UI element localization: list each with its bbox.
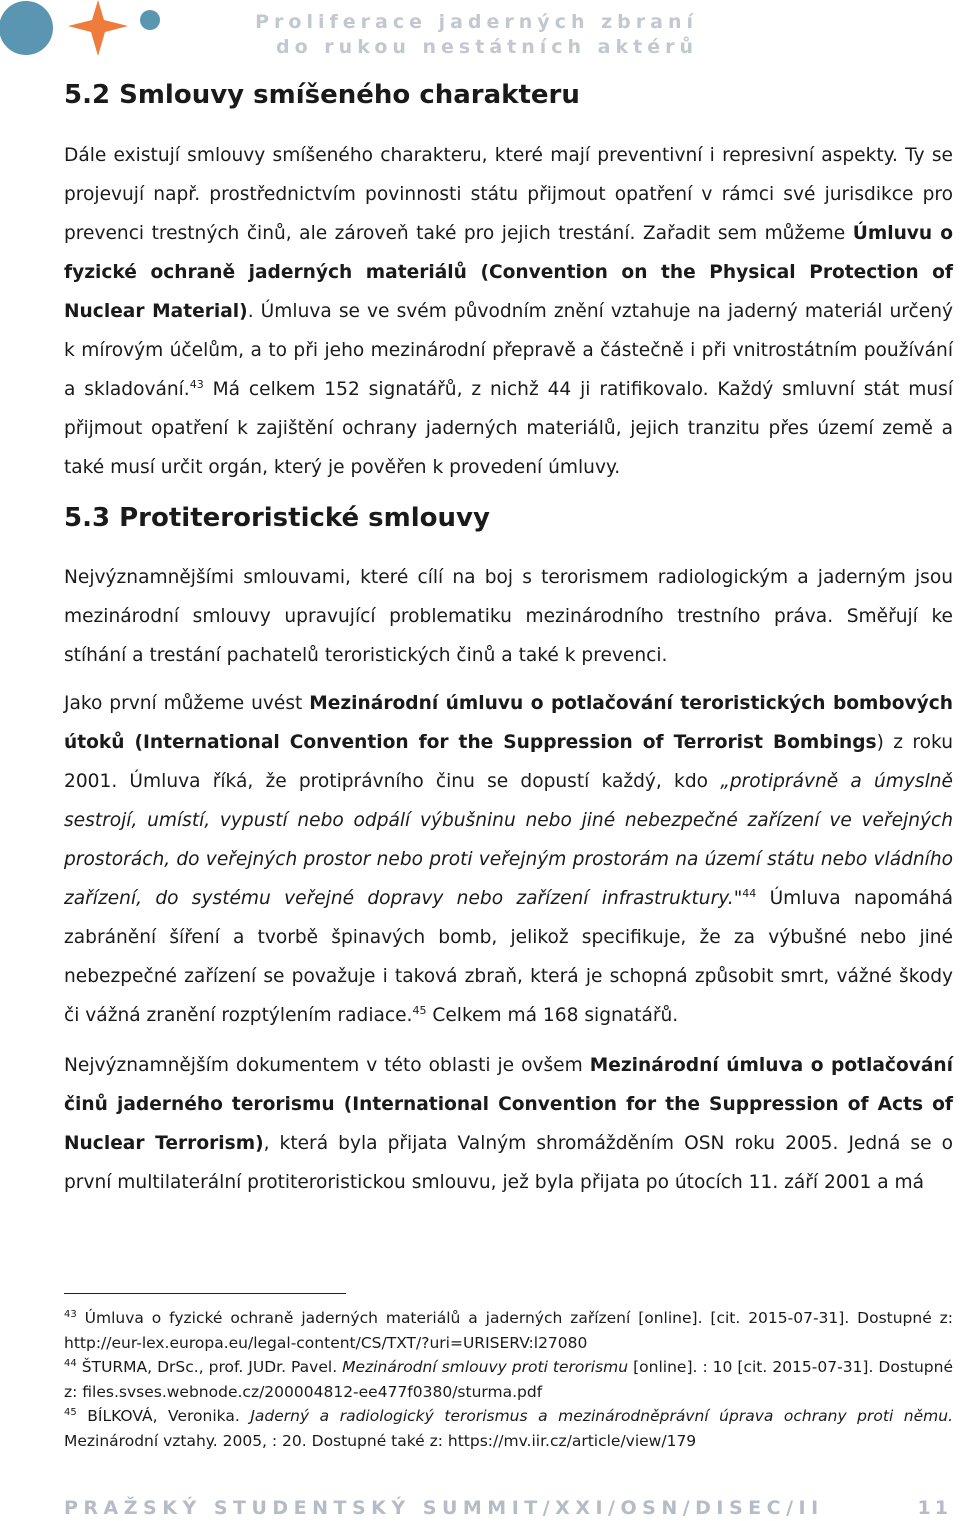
footnote-title: Jaderný a radiologický terorismus a mezinárodněprávní úprava ochrany proti němu.	[250, 1407, 954, 1425]
text: "	[733, 888, 743, 909]
footnote-text: ŠTURMA, DrSc., prof. JUDr. Pavel.	[76, 1358, 343, 1376]
footnote-43	[64, 1306, 953, 1355]
paragraph-bombings-convention	[64, 684, 953, 1035]
summit-logo	[0, 0, 175, 68]
logo-teal-circle-small	[140, 10, 160, 30]
italic-quote: „protiprávně a úmyslně sestrojí, umístí, vypustí nebo odpálí výbušninu nebo jiné nebezpečné zařízení ve veřejných prostorách, do veřejných prostor nebo proti veřejným prostorám na území státu nebo vládního zařízení, do systému veřejné dopravy nebo zařízení infrastruktury.	[64, 771, 953, 909]
text: Úmluva napomáhá zabránění šíření a tvorbě špinavých bomb, jelikož specifikuje, že za výbušné nebo jiné nebezpečné zařízení se považuje i taková zbraň, která je schopná způsobit smrt, vážné škody či vážná zranění rozptýlením radiace.	[64, 888, 953, 1026]
footnote-text: [online]. : 10 [cit. 2015-07-31]. Dostupné z: files.svses.webnode.cz/200004812-ee477f0380/sturma.pdf	[64, 1358, 954, 1401]
text: , která byla přijata Valným shromážděním OSN roku 2005. Jedná se o první multilaterální protiteroristickou smlouvu, jež byla přijata po útocích 11. září 2001 a má	[64, 1133, 953, 1193]
paragraph-mixed-treaties	[64, 136, 953, 487]
footnote-text: Mezinárodní vztahy. 2005, : 20. Dostupné také z: https://mv.iir.cz/article/view/179	[64, 1431, 697, 1450]
footnote-number: 44	[64, 1358, 77, 1369]
footnote-number: 43	[64, 1309, 77, 1320]
footnote-44	[64, 1355, 953, 1404]
logo-orange-star	[68, 0, 128, 56]
running-header	[255, 10, 698, 60]
footnote-number: 45	[64, 1407, 77, 1418]
text: Celkem má 168 signatářů.	[426, 1005, 679, 1026]
text: Má celkem 152 signatářů, z nichž 44 ji ratifikovalo. Každý smluvní stát musí přijmout opatření k zajištění ochrany jaderných materiálů, jejich tranzitu přes území země a také musí určit orgán, který je pověřen k provedení úmluvy.	[64, 379, 953, 478]
paragraph-antiterror-intro: Nejvýznamnějšími smlouvami, které cílí na boj s terorismem radiologickým a jaderným jsou mezinárodní smlouvy upravující problematiku mezinárodního trestního práva. Směřují ke stíhání a trestání pachatelů teroristických činů a také k prevenci.	[64, 567, 953, 666]
page-number: 11	[917, 1497, 952, 1519]
header-line-2: do rukou nestátních aktérů	[276, 36, 698, 58]
footnote-separator	[64, 1293, 346, 1294]
footnote-title: Mezinárodní smlouvy proti terorismu	[342, 1358, 629, 1376]
footnote-ref-45[interactable]: 45	[412, 1004, 427, 1017]
footnotes	[64, 1306, 953, 1453]
text: ) z roku 2001. Úmluva říká, že protiprávního činu se dopustí každý, kdo	[64, 732, 953, 792]
logo-teal-circle	[0, 1, 53, 55]
section-heading-5-3: 5.3 Protiteroristické smlouvy	[64, 503, 490, 533]
section-heading-5-2: 5.2 Smlouvy smíšeného charakteru	[64, 80, 580, 110]
text: Nejvýznamnějším dokumentem v této oblasti je ovšem	[64, 1055, 590, 1076]
footnote-ref-43[interactable]: 43	[189, 378, 204, 391]
footnote-text: BÍLKOVÁ, Veronika.	[76, 1407, 251, 1425]
text: Jako první můžeme uvést	[64, 693, 310, 714]
paragraph-nuclear-terrorism-convention	[64, 1046, 953, 1202]
footnote-text: Úmluva o fyzické ochraně jaderných materiálů a jaderných zařízení [online]. [cit. 2015-07-31]. Dostupné z: http://eur-lex.europa.eu/legal-content/CS/TXT/?uri=URISERV:l27080	[64, 1309, 953, 1352]
footnote-45	[64, 1404, 953, 1453]
bold-treaty-name: Mezinárodní úmluvu o potlačování teroristických bombových útoků (International Convention for the Suppression of Terrorist Bombings	[64, 693, 953, 753]
footnote-ref-44[interactable]: 44	[742, 887, 757, 900]
header-line-1: Proliferace jaderných zbraní	[255, 11, 698, 33]
text: Dále existují smlouvy smíšeného charakteru, které mají preventivní i represivní aspekty. Ty se projevují např. prostřednictvím povinnosti státu přijmout opatření v rámci své jurisdikce pro prevenci trestných činů, ale zároveň také pro jejich trestání. Zařadit sem můžeme	[64, 145, 953, 244]
running-footer: PRAŽSKÝ STUDENTSKÝ SUMMIT/XXI/OSN/DISEC/II	[64, 1497, 824, 1519]
bold-treaty-name: Úmluvu o fyzické ochraně jaderných materiálů (Convention on the Physical Protection of Nuclear Material)	[64, 223, 953, 322]
bold-treaty-name: Mezinárodní úmluva o potlačování činů jaderného terorismu (International Convention for the Suppression of Acts of Nuclear Terrorism)	[64, 1055, 953, 1154]
text: . Úmluva se ve svém původním znění vztahuje na jaderný materiál určený k mírovým účelům, a to při jeho mezinárodní přepravě a částečně i při vnitrostátním používání a skladování.	[64, 301, 953, 400]
